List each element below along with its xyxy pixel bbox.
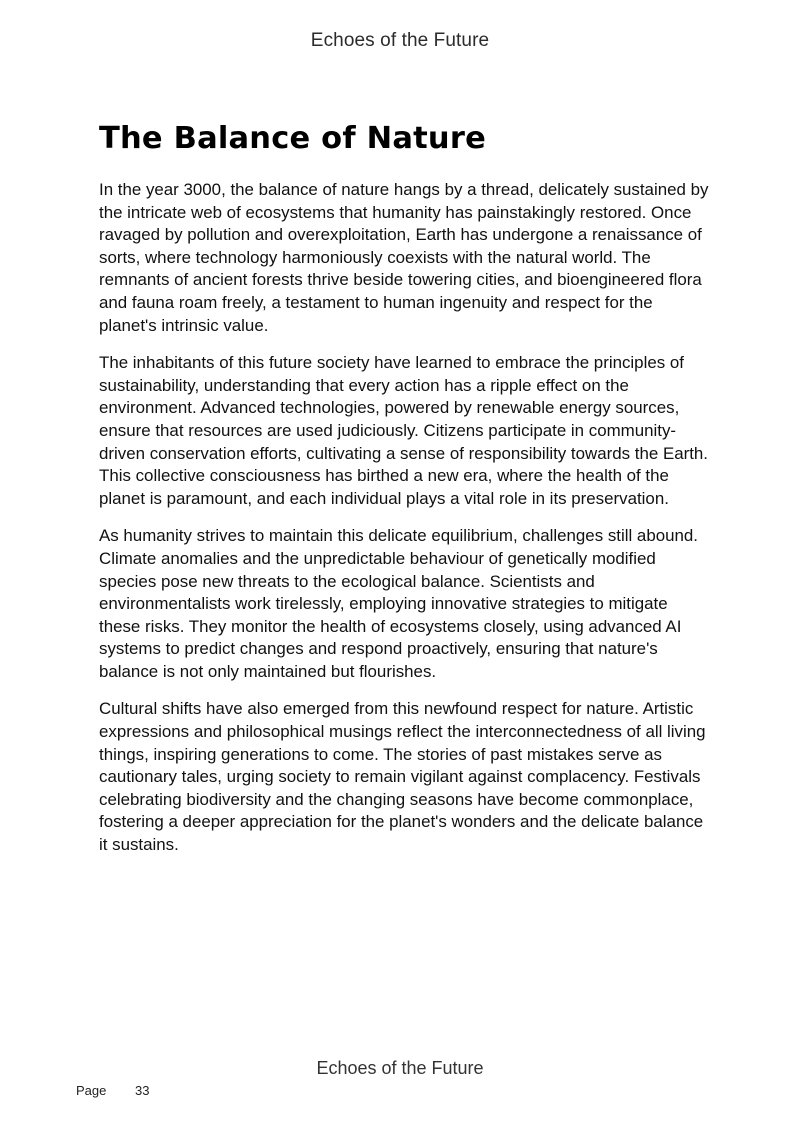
running-footer: Echoes of the Future: [316, 1058, 484, 1078]
running-header: Echoes of the Future: [310, 30, 490, 51]
body-paragraph: Cultural shifts have also emerged from this newfound respect for nature. Artistic expressions and philosophical musings reflect the interconnectedness of all living things, inspiring generations to come. The stories of past mistakes serve as cautionary tales, urging society to remain vigilant against complacency. Festivals celebrating biodiversity and the changing seasons have become commonplace, fostering a deeper appreciation for the planet's wonders and the delicate balance it sustains.: [99, 699, 706, 855]
page-number: 33: [135, 1083, 150, 1098]
chapter-title: The Balance of Nature: [99, 121, 486, 156]
body-paragraph: In the year 3000, the balance of nature hangs by a thread, delicately sustained by the intricate web of ecosystems that humanity has painstakingly restored. Once ravaged by pollution and overexploitation, Earth has undergone a renaissance of sorts, where technology harmoniously coexists with the natural world. The remnants of ancient forests thrive beside towering cities, and bioengineered flora and fauna roam freely, a testament to human ingenuity and respect for the planet's intrinsic value.: [99, 180, 709, 335]
page-label: Page: [76, 1083, 107, 1098]
page-content: [99, 118, 711, 872]
body-paragraph: The inhabitants of this future society have learned to embrace the principles of sustainability, understanding that every action has a ripple effect on the environment. Advanced technologies, powered by renewable energy sources, ensure that resources are used judiciously. Citizens participate in community-driven conservation efforts, cultivating a sense of responsibility towards the Earth. This collective consciousness has birthed a new era, where the health of the planet is paramount, and each individual plays a vital role in its preservation.: [99, 353, 709, 508]
body-paragraph: As humanity strives to maintain this delicate equilibrium, challenges still abound. Climate anomalies and the unpredictable behaviour of genetically modified species pose new threats to the ecological balance. Scientists and environmentalists work tirelessly, employing innovative strategies to mitigate these risks. They monitor the health of ecosystems closely, using advanced AI systems to predict changes and respond proactively, ensuring that nature's balance is not only maintained but flourishes.: [99, 526, 698, 681]
